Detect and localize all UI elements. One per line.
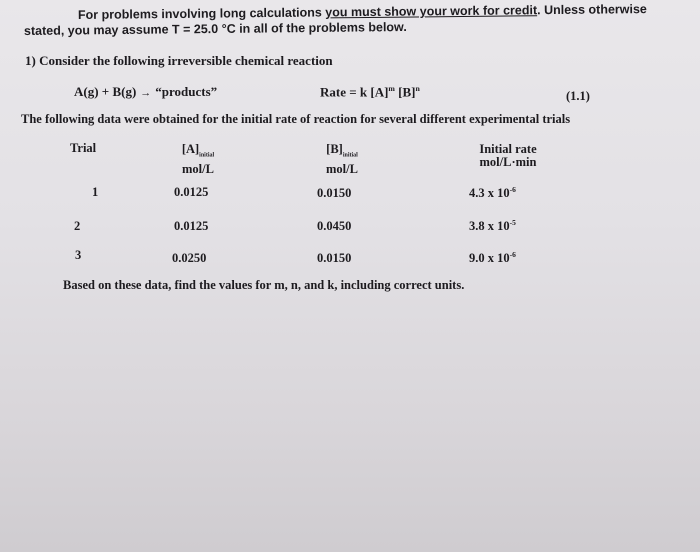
row-2-b: 0.0450 — [317, 219, 352, 233]
header-rate-unit: mol/L·min — [479, 155, 537, 169]
row-2-rate: 3.8 x $10^{-5}$ — [469, 218, 516, 234]
reaction-products: “products” — [155, 84, 218, 99]
row-1-b: 0.0150 — [317, 186, 352, 200]
row-1-trial: 1 — [92, 185, 99, 199]
header-concentration-b — [312, 143, 372, 176]
table-intro: The following data were obtained for the initial rate of reaction for several different experimental trials — [21, 112, 571, 126]
instructions-line-1 — [78, 2, 647, 22]
problem-question: Based on these data, find the values for m, n, and k, including correct units. — [63, 278, 465, 292]
row-2-rate-exponent: -5 — [509, 218, 516, 227]
rate-law-mid: [B] — [394, 84, 416, 100]
header-initial-rate — [466, 143, 550, 169]
header-b-label: $[B]_{initial}$ — [326, 142, 358, 159]
row-3-trial: 3 — [75, 248, 82, 262]
rate-order-m: m — [388, 84, 395, 93]
problem-intro: 1) Consider the following irreversible chemical reaction — [25, 53, 333, 68]
row-1-rate: 4.3 x $10^{-6}$ — [469, 185, 516, 201]
reaction-arrow: → — [140, 87, 152, 99]
row-3-b: 0.0150 — [317, 251, 352, 265]
reaction-equation — [74, 84, 217, 100]
rate-law — [320, 84, 420, 100]
instructions-line-2: stated, you may assume T = 25.0 °C in all of the problems below. — [23, 19, 407, 38]
row-3-a: 0.0250 — [172, 251, 207, 265]
row-2-trial: 2 — [74, 219, 81, 233]
instructions-suffix: . Unless otherwise — [537, 2, 647, 18]
equation-number: (1.1) — [566, 89, 590, 103]
instructions-prefix: For problems involving long calculations — [77, 5, 326, 22]
row-1-rate-exponent: -6 — [509, 185, 516, 194]
header-b-sub: initial — [342, 152, 358, 159]
row-3-rate: 9.0 x $10^{-6}$ — [469, 250, 516, 266]
header-a-unit: mol/L — [182, 161, 214, 176]
row-3-rate-exponent: -6 — [509, 250, 516, 259]
header-a-label: $[A]_{initial}$ — [181, 142, 215, 159]
header-a-sub: initial — [199, 152, 215, 159]
header-b-unit: mol/L — [326, 161, 358, 176]
row-2-a: 0.0125 — [174, 219, 209, 233]
rate-law-prefix: Rate = k [A] — [320, 84, 389, 100]
header-rate-label: Initial rate — [479, 142, 537, 156]
rate-order-n: n — [415, 84, 420, 93]
reaction-reactants: A(g) + B(g) — [74, 84, 137, 99]
header-concentration-a — [168, 143, 228, 176]
row-1-a: 0.0125 — [174, 185, 209, 199]
header-trial: Trial — [70, 141, 97, 155]
instructions-emphasis: you must show your work for credit — [325, 3, 538, 20]
